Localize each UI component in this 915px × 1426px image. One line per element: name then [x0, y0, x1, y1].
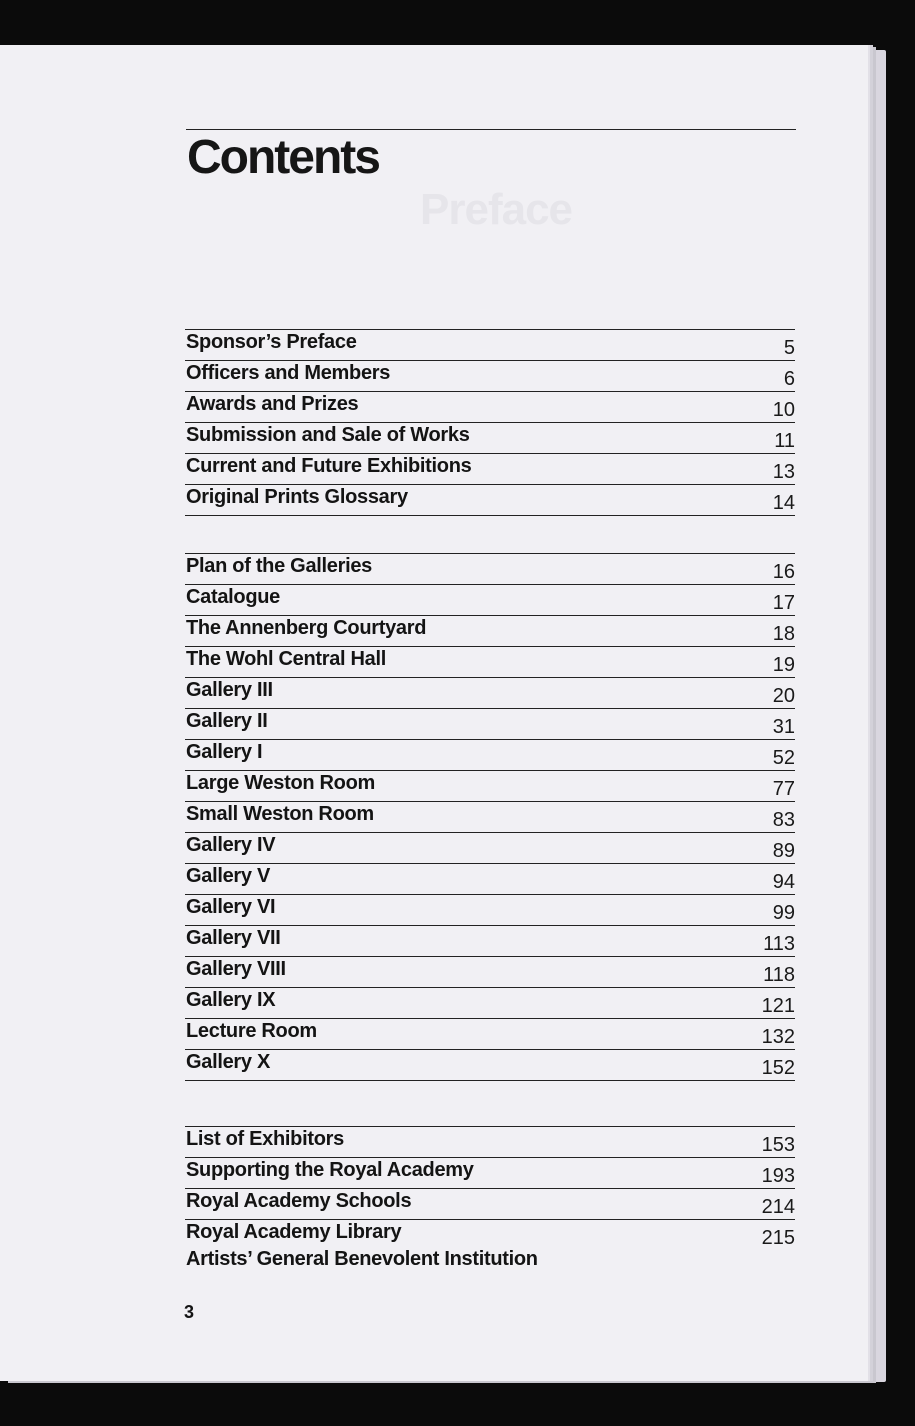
toc-entry-title: Catalogue [186, 586, 280, 608]
toc-entry-page: 16 [772, 561, 795, 583]
toc-entry [185, 1157, 795, 1188]
toc-entry [185, 360, 795, 391]
toc-entry-page: 10 [772, 399, 795, 421]
toc-entry-title: Awards and Prizes [186, 393, 359, 415]
toc-entry-title: Original Prints Glossary [186, 486, 408, 508]
toc-entry [185, 1188, 795, 1219]
toc-entry-title: Gallery VIII [186, 958, 286, 980]
toc-entry-page: 113 [763, 933, 795, 955]
toc-entry-title: Small Weston Room [186, 803, 374, 825]
toc-entry-page: 99 [772, 902, 795, 924]
toc-entry-title: The Wohl Central Hall [186, 648, 387, 670]
toc-entry [185, 1126, 795, 1157]
toc-entry [185, 987, 795, 1018]
toc-entry-title: Lecture Room [186, 1020, 317, 1042]
toc-entry [185, 646, 795, 677]
toc-entry-page: 215 [761, 1227, 795, 1249]
toc-entry [185, 832, 795, 863]
toc-entry-page: 31 [772, 716, 795, 738]
toc-entry [185, 1049, 795, 1080]
toc-entry-title: Gallery X [186, 1051, 271, 1073]
toc-entry [185, 615, 795, 646]
toc-entry-page: 14 [772, 492, 795, 514]
toc-entry-page: 77 [772, 778, 795, 800]
toc-entry-page: 11 [774, 430, 795, 452]
toc-entry-page: 13 [772, 461, 795, 483]
toc-entry-page: 52 [772, 747, 795, 769]
toc-entry-page: 5 [783, 337, 795, 359]
toc-entry-title: Plan of the Galleries [186, 555, 372, 577]
toc-entry [185, 453, 795, 484]
toc-entry-title: Gallery I [186, 741, 263, 763]
page-title: Contents [187, 131, 379, 184]
toc-entry [185, 1219, 795, 1250]
toc-entry-title: Artists’ General Benevolent Institution [186, 1248, 538, 1270]
toc-entry-page: 18 [772, 623, 795, 645]
toc-entry-page: 152 [761, 1057, 795, 1079]
toc-entry-page: 94 [772, 871, 795, 893]
toc-entry-title: Sponsor’s Preface [186, 331, 357, 353]
toc-entry-page: 83 [772, 809, 795, 831]
toc-entry [185, 801, 795, 832]
toc-entry [185, 925, 795, 956]
toc-entry [185, 677, 795, 708]
toc-entry-title: Gallery II [186, 710, 268, 732]
toc-entry [185, 1018, 795, 1049]
toc-entry-title: Gallery V [186, 865, 271, 887]
toc-entry [185, 956, 795, 987]
toc-entry-title: Officers and Members [186, 362, 391, 384]
toc-entry-title: Royal Academy Schools [186, 1190, 412, 1212]
bleed-through-heading: Preface [420, 185, 573, 234]
toc-entry-title: The Annenberg Courtyard [186, 617, 427, 639]
toc-entry-page: 214 [761, 1196, 795, 1218]
toc-entry-title: Current and Future Exhibitions [186, 455, 472, 477]
toc-entry [185, 329, 795, 360]
toc-entry [185, 739, 795, 770]
page-number-folio: 3 [184, 1302, 195, 1322]
toc-entry-title: Royal Academy Library [186, 1221, 402, 1243]
toc-entry-title: Gallery III [186, 679, 273, 701]
toc-group-back-matter [185, 1126, 795, 1277]
toc-entry-title: Gallery IX [186, 989, 276, 1011]
toc-entry-title: Gallery VI [186, 896, 276, 918]
toc-entry-page: 17 [772, 592, 795, 614]
toc-entry [185, 894, 795, 925]
group-bottom-rule [185, 1080, 795, 1081]
toc-entry-page: 132 [761, 1026, 795, 1048]
toc-entry-title: Gallery IV [186, 834, 276, 856]
toc-entry-title: Gallery VII [186, 927, 281, 949]
toc-entry [185, 584, 795, 615]
toc-entry [185, 484, 795, 515]
toc-group-catalogue [185, 553, 795, 1081]
toc-entry-page: 19 [772, 654, 795, 676]
toc-entry-title: Large Weston Room [186, 772, 375, 794]
toc-group-front-matter [185, 329, 795, 516]
toc-entry-title: List of Exhibitors [186, 1128, 344, 1150]
toc-entry-page: 118 [763, 964, 795, 986]
toc-entry [185, 708, 795, 739]
toc-entry-page: 6 [783, 368, 795, 390]
toc-entry [185, 770, 795, 801]
toc-entry [185, 391, 795, 422]
toc-entry-page: 193 [761, 1165, 795, 1187]
toc-entry-page: 89 [772, 840, 795, 862]
toc-entry-page: 20 [772, 685, 795, 707]
group-bottom-rule [185, 515, 795, 516]
toc-entry [185, 1247, 795, 1277]
toc-entry [185, 863, 795, 894]
toc-entry-title: Submission and Sale of Works [186, 424, 470, 446]
toc-entry [185, 422, 795, 453]
toc-entry-page: 153 [761, 1134, 795, 1156]
toc-entry [185, 553, 795, 584]
toc-entry-title: Supporting the Royal Academy [186, 1159, 474, 1181]
toc-entry-page: 121 [761, 995, 795, 1017]
